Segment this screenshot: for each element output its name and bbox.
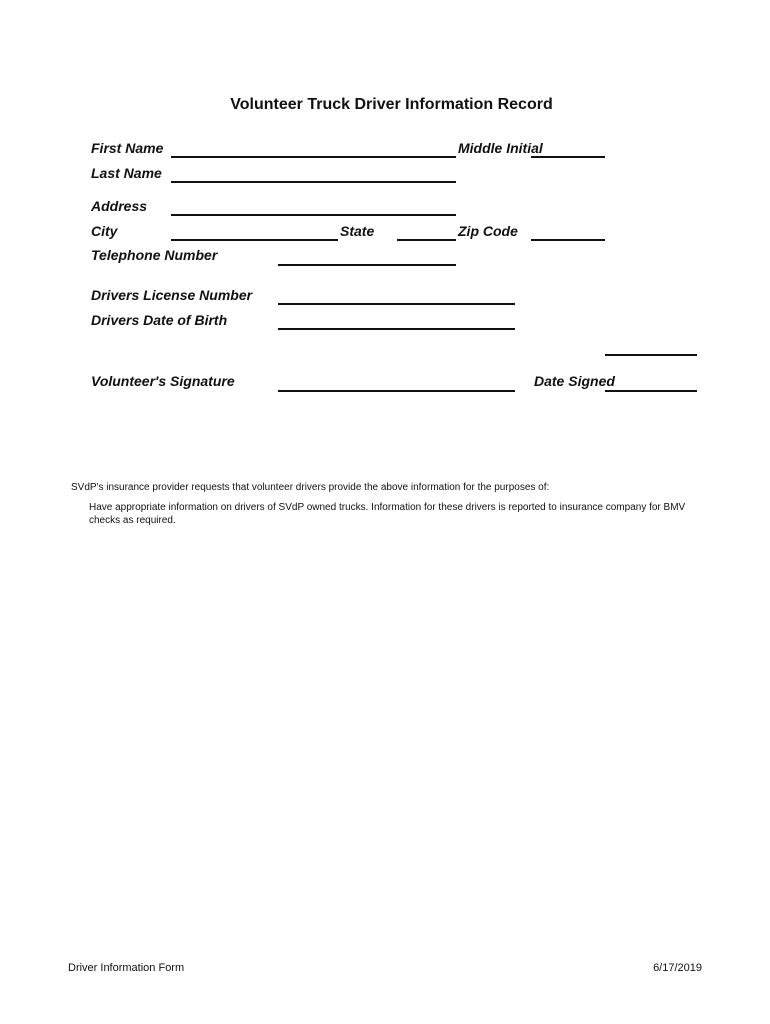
date-signed-field[interactable] (605, 390, 697, 392)
zip-code-label: Zip Code (458, 223, 518, 239)
date-of-birth-label: Drivers Date of Birth (91, 312, 228, 328)
insurance-intro-text: SVdP's insurance provider requests that volunteer drivers provide the above information for the purposes of: (71, 482, 550, 493)
date-signed-label: Date Signed (534, 373, 615, 389)
middle-initial-field[interactable] (531, 156, 605, 158)
blank-line (605, 354, 697, 356)
signature-label: Volunteer's Signature (91, 373, 235, 389)
date-of-birth-field[interactable] (278, 328, 515, 330)
address-field[interactable] (171, 214, 456, 216)
insurance-detail-text: Have appropriate information on drivers of SVdP owned trucks. Information for these drivers is reported to insurance company for BMV checks as required. (89, 502, 686, 526)
last-name-label: Last Name (91, 165, 162, 181)
telephone-field[interactable] (278, 264, 456, 266)
state-field[interactable] (397, 239, 456, 241)
middle-initial-label: Middle Initial (458, 140, 543, 156)
first-name-label: First Name (91, 140, 164, 156)
telephone-label: Telephone Number (91, 247, 218, 263)
page-title: Volunteer Truck Driver Information Record (230, 96, 553, 113)
footer-date: 6/17/2019 (653, 962, 702, 974)
first-name-field[interactable] (171, 156, 456, 158)
address-label: Address (91, 198, 148, 214)
last-name-field[interactable] (171, 181, 456, 183)
city-label: City (91, 223, 118, 239)
signature-field[interactable] (278, 390, 515, 392)
zip-code-field[interactable] (531, 239, 605, 241)
state-label: State (340, 223, 375, 239)
city-field[interactable] (171, 239, 338, 241)
footer-form-name: Driver Information Form (68, 962, 185, 974)
drivers-license-field[interactable] (278, 303, 515, 305)
drivers-license-label: Drivers License Number (91, 287, 253, 303)
